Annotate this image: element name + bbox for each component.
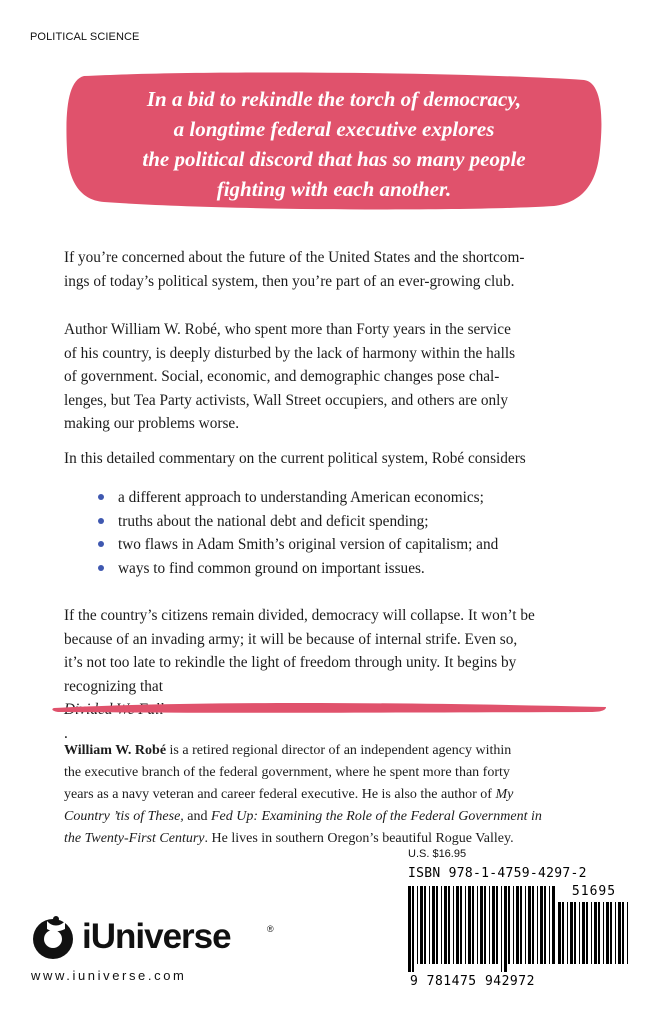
barcode-bar <box>549 886 550 964</box>
barcode-bar <box>525 886 526 964</box>
barcode-bar <box>618 902 621 964</box>
barcode-bar <box>417 886 418 964</box>
publisher-name: iUniverse <box>82 917 231 956</box>
barcode-bar <box>508 886 510 964</box>
barcode-bar <box>567 902 568 964</box>
addon-barcode <box>558 902 630 972</box>
author-bio <box>64 740 624 850</box>
barcode-bar <box>444 886 447 964</box>
barcode-bar <box>603 902 604 964</box>
bio-line <box>64 740 624 762</box>
barcode-bar <box>544 886 546 964</box>
barcode-bar <box>552 886 555 964</box>
intro-line: If you’re concerned about the future of the United States and the shortcom- <box>64 249 525 266</box>
iuniverse-logo-icon <box>30 915 76 961</box>
list-item <box>98 557 618 581</box>
bullet-icon <box>98 518 104 524</box>
barcode-bar <box>540 886 543 964</box>
list-item <box>98 533 618 557</box>
conclusion-period: . <box>64 724 68 742</box>
bio-text: is a retired regional director of an independent agency within <box>166 743 512 758</box>
barcode-bar <box>622 902 624 964</box>
list-item <box>98 510 618 534</box>
intro-paragraph <box>64 246 624 293</box>
barcode-addon-digits: 51695 <box>571 884 617 899</box>
tagline-line: In a bid to rekindle the torch of democracy, <box>146 87 522 111</box>
barcode-bar <box>606 902 609 964</box>
publisher-website: www.iuniverse.com <box>31 968 187 983</box>
book-title: Fed Up: Examining the Role of the Federal Government in <box>211 809 542 824</box>
barcode-bar <box>496 886 498 964</box>
barcode-bar <box>579 902 580 964</box>
author-line: lenges, but Tea Party activists, Wall Street occupiers, and others are only <box>64 391 509 409</box>
author-line: of government. Social, economic, and demographic changes pose chal- <box>64 368 500 385</box>
tagline-line: a longtime federal executive explores <box>173 117 495 141</box>
barcode-bar <box>528 886 531 964</box>
barcode-bar <box>460 886 462 964</box>
tagline-line: fighting with each another. <box>216 177 452 201</box>
bio-line <box>64 806 624 828</box>
barcode-bar <box>489 886 490 964</box>
conclusion-line: because of an invading army; it will be because of internal strife. Even so, <box>64 630 518 648</box>
barcode-bar <box>465 886 466 964</box>
price-label: U.S. $16.95 <box>408 848 467 860</box>
barcode-bar <box>429 886 430 964</box>
tagline-banner <box>64 70 604 212</box>
barcode-bar <box>594 902 597 964</box>
conclusion-text: recognizing that <box>64 677 163 695</box>
barcode-bar <box>562 902 564 964</box>
author-name: William W. Robé <box>64 743 167 758</box>
bullet-icon <box>98 565 104 571</box>
barcode-bar <box>484 886 486 964</box>
barcode-bar <box>537 886 538 964</box>
barcode-bar <box>574 902 576 964</box>
barcode-bar <box>591 902 592 964</box>
barcode-bar <box>412 886 414 972</box>
list-item-text: truths about the national debt and deficit spending; <box>118 512 429 530</box>
book-title: the Twenty-First Century <box>64 831 205 846</box>
barcode-bar <box>586 902 588 964</box>
barcode-bar <box>424 886 426 964</box>
bullet-icon <box>98 494 104 500</box>
tagline <box>64 84 604 204</box>
barcode-bar <box>477 886 478 964</box>
book-title: My <box>495 787 514 802</box>
barcode-bar <box>436 886 438 964</box>
barcode-bar <box>504 886 507 972</box>
considers-line: In this detailed commentary on the current political system, Robé considers <box>64 450 526 467</box>
conclusion-line: If the country’s citizens remain divided, democracy will collapse. It won’t be <box>64 607 535 624</box>
bio-line <box>64 784 624 806</box>
barcode-bar <box>627 902 628 964</box>
intro-line: ings of today’s political system, then you’re part of an ever-growing club. <box>64 272 515 290</box>
barcode-bar <box>468 886 471 964</box>
bio-text: years as a navy veteran and career federal executive. He is also the author of <box>64 787 496 802</box>
barcode-bar <box>610 902 612 964</box>
author-paragraph <box>64 318 624 436</box>
bio-text: . He lives in southern Oregon’s beautiful Rogue Valley. <box>204 831 514 846</box>
barcode-bar <box>441 886 442 964</box>
bio-text: and <box>183 809 211 824</box>
list-item <box>98 486 618 510</box>
bio-line <box>64 828 624 850</box>
bio-line: the executive branch of the federal government, where he spent more than forty <box>64 765 510 780</box>
barcode-bar <box>453 886 454 964</box>
barcode-bar <box>480 886 483 964</box>
author-line: of his country, is deeply disturbed by the lack of harmony within the halls <box>64 344 516 362</box>
barcode-digits: 9 781475 942972 <box>410 974 535 989</box>
barcode-bar <box>520 886 522 964</box>
conclusion-paragraph <box>64 604 624 745</box>
barcode-bar <box>570 902 573 964</box>
barcode-bar <box>615 902 616 964</box>
barcode-bar <box>532 886 534 964</box>
barcode-bar <box>516 886 519 964</box>
barcode-bar <box>598 902 600 964</box>
barcode-bar <box>448 886 450 964</box>
barcode-bar <box>558 902 561 964</box>
topic-list <box>98 486 618 580</box>
list-item-text: two flaws in Adam Smith’s original version of capitalism; and <box>118 536 499 553</box>
barcode-bar <box>408 886 411 972</box>
barcode-bar <box>456 886 459 964</box>
barcode-bar <box>492 886 495 964</box>
barcode-bar <box>472 886 474 964</box>
book-title: Country ’tis of These, <box>64 809 184 824</box>
category-label: POLITICAL SCIENCE <box>30 31 140 43</box>
barcode-bar <box>582 902 585 964</box>
bullet-icon <box>98 541 104 547</box>
registered-mark: ® <box>267 924 274 934</box>
barcode-bar <box>501 886 502 972</box>
considers-paragraph <box>64 447 624 471</box>
list-item-text: a different approach to understanding American economics; <box>118 489 484 506</box>
author-line: Author William W. Robé, who spent more than Forty years in the service <box>64 321 511 338</box>
tagline-line: the political discord that has so many people <box>142 147 526 171</box>
barcode-bar <box>420 886 423 964</box>
author-line: making our problems worse. <box>64 415 240 432</box>
barcode-bar <box>513 886 514 964</box>
divider-stroke <box>50 700 610 714</box>
ean-barcode <box>408 886 556 972</box>
list-item-text: ways to find common ground on important issues. <box>118 559 425 577</box>
barcode <box>406 866 634 993</box>
barcode-bar <box>432 886 435 964</box>
isbn-label: ISBN 978-1-4759-4297-2 <box>408 866 587 881</box>
conclusion-line: it’s not too late to rekindle the light of freedom through unity. It begins by <box>64 654 517 671</box>
